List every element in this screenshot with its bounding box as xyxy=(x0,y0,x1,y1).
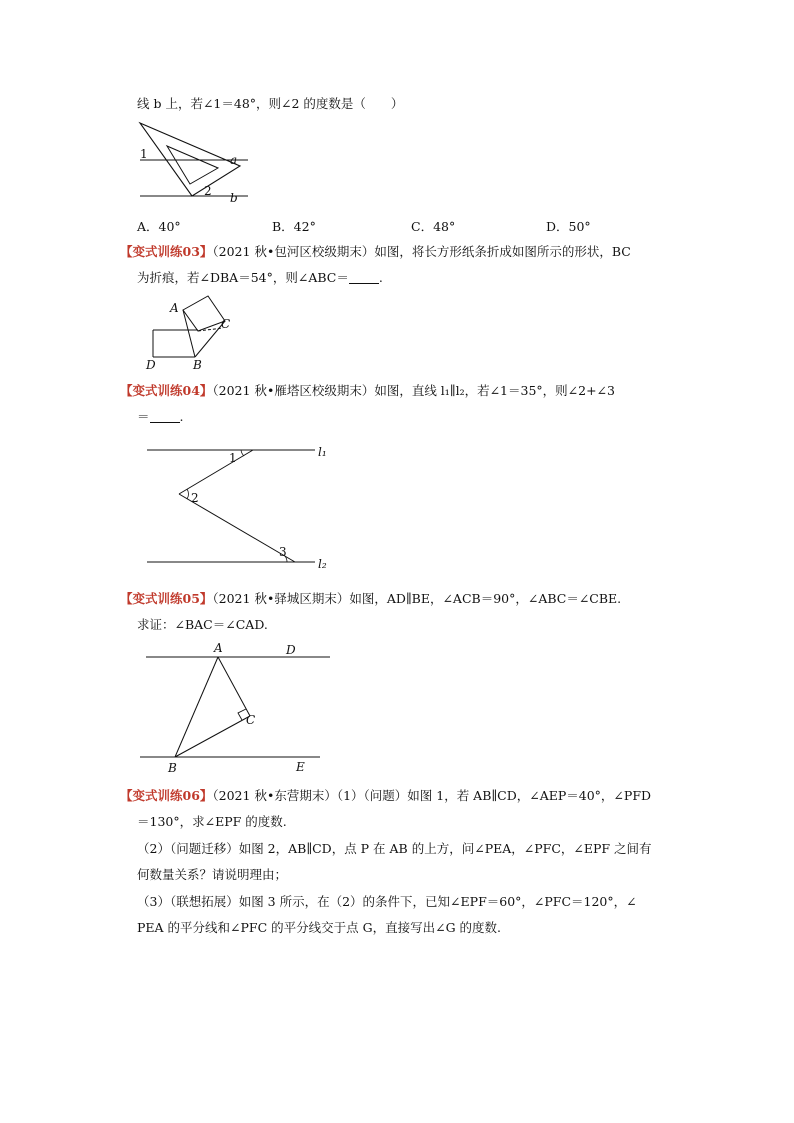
q06-line3: （2）（问题迁移）如图 2，AB∥CD，点 P 在 AB 的上方，问∠PEA，∠PFC，∠EPF 之间有 xyxy=(137,841,652,856)
parallel-lines-figure xyxy=(145,440,345,580)
folded-strip-figure xyxy=(143,294,243,374)
q05-line1: 【变式训练05】（2021 秋•驿城区期末）如图，AD∥BE，∠ACB＝90°，∠ABC＝∠CBE. xyxy=(120,591,622,606)
fig-label-C: C xyxy=(246,713,256,727)
fig-label-E: E xyxy=(296,760,305,774)
fig-label-2: 2 xyxy=(204,184,212,198)
option-c: C．48° xyxy=(411,219,456,234)
q06-tag: 【变式训练06】 xyxy=(120,788,213,803)
q03-line1: 【变式训练03】（2021 秋•包河区校级期末）如图，将长方形纸条折成如图所示的形状，BC xyxy=(120,244,631,259)
option-b: B．42° xyxy=(272,219,316,234)
q06-line4: 何数量关系？请说明理由； xyxy=(137,867,288,882)
fig-label-A: A xyxy=(170,301,179,315)
fig-label-1: 1 xyxy=(229,451,237,465)
q04-line2: ＝ . xyxy=(137,409,184,424)
fig-label-l1: l₁ xyxy=(318,445,327,459)
fig-label-D: D xyxy=(286,643,296,657)
fig-label-C: C xyxy=(221,317,231,331)
fig-label-a: a xyxy=(230,153,238,167)
q06-line2: ＝130°，求∠EPF 的度数. xyxy=(137,814,287,829)
fig-label-2: 2 xyxy=(191,491,199,505)
answer-blank xyxy=(349,271,379,284)
q05-line2: 求证：∠BAC＝∠CAD. xyxy=(137,617,268,632)
fig-label-3: 3 xyxy=(279,545,287,559)
q06-line1: 【变式训练06】（2021 秋•东营期末）（1）（问题）如图 1，若 AB∥CD，∠AEP＝40°，∠PFD xyxy=(120,788,652,803)
option-a: A．40° xyxy=(137,219,181,234)
q03-line2: 为折痕，若∠DBA＝54°，则∠ABC＝ . xyxy=(137,270,383,285)
option-d: D．50° xyxy=(546,219,591,234)
q06-line5: （3）（联想拓展）如图 3 所示，在（2）的条件下，已知∠EPF＝60°，∠PFC＝120°，∠ xyxy=(137,894,637,909)
q05-tag: 【变式训练05】 xyxy=(120,591,213,606)
fig-label-b: b xyxy=(230,191,238,205)
fig-label-l2: l₂ xyxy=(318,557,327,571)
q04-line1: 【变式训练04】（2021 秋•雁塔区校级期末）如图，直线 l₁∥l₂，若∠1＝35°，则∠2+∠3 xyxy=(120,383,615,398)
fig-label-A: A xyxy=(214,641,223,655)
fig-label-B: B xyxy=(193,358,202,372)
fig-label-B: B xyxy=(168,761,177,775)
q04-tag: 【变式训练04】 xyxy=(120,383,213,398)
q06-line6: PEA 的平分线和∠PFC 的平分线交于点 G，直接写出∠G 的度数. xyxy=(137,920,501,935)
fig-label-D: D xyxy=(146,358,156,372)
answer-blank xyxy=(150,410,180,423)
q-prev-text: 线 b 上，若∠1＝48°，则∠2 的度数是（ ） xyxy=(137,96,404,111)
fig-label-1: 1 xyxy=(140,147,148,161)
q03-tag: 【变式训练03】 xyxy=(120,244,213,259)
triangle-proof-figure xyxy=(138,640,338,780)
triangle-ruler-figure xyxy=(130,118,260,208)
